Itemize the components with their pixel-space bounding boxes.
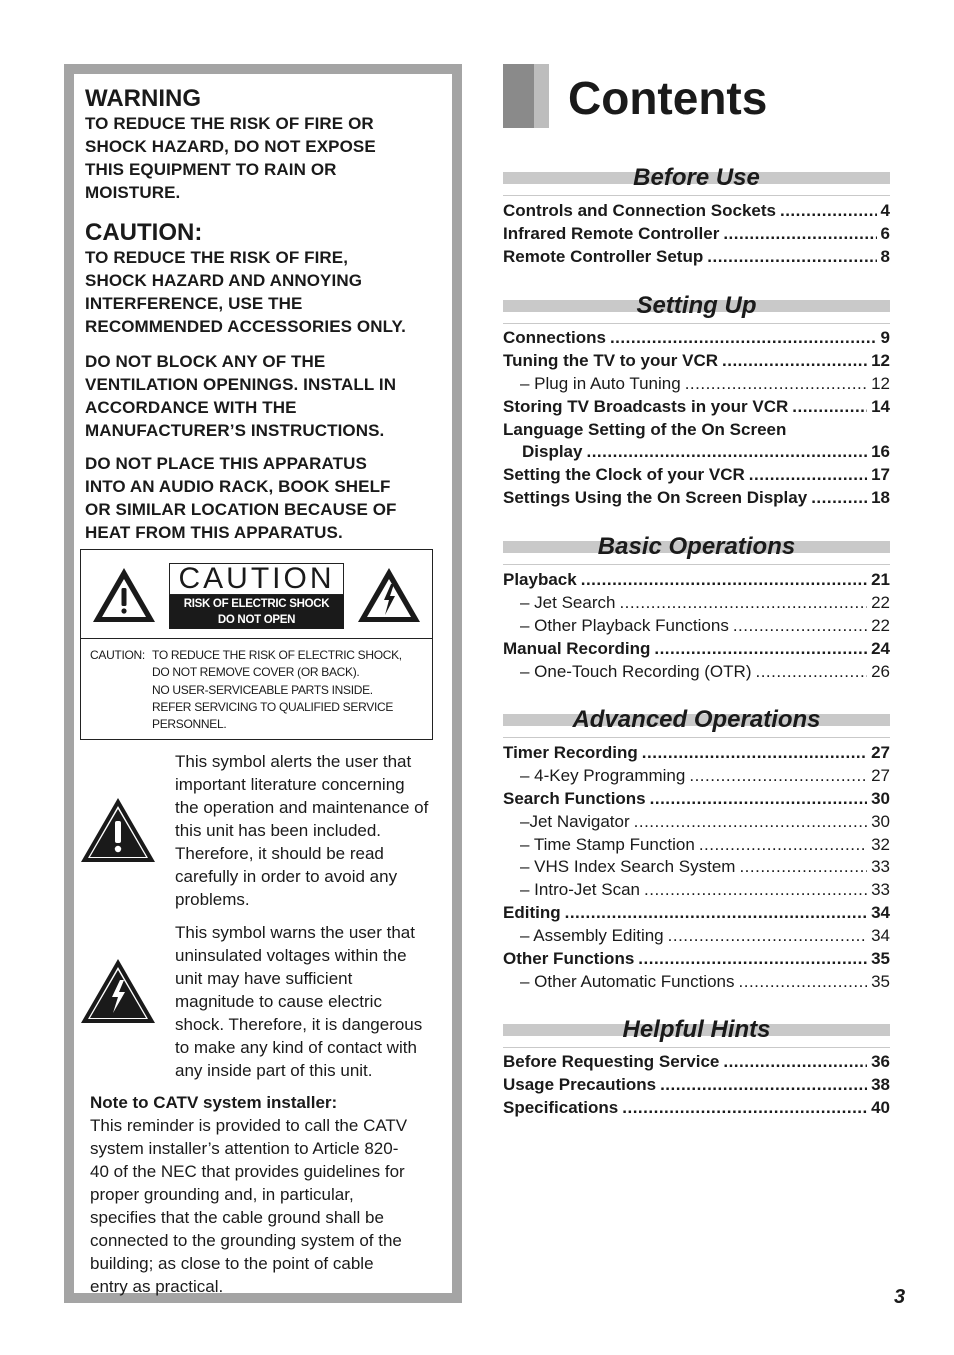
toc-entry-title: Remote Controller Setup [503, 246, 704, 266]
toc-entry[interactable] [503, 765, 890, 788]
toc-entry[interactable] [503, 811, 890, 834]
toc-leader-dots [581, 569, 867, 592]
toc-entry-page: 36 [871, 1052, 890, 1071]
toc-leader-dots [668, 925, 867, 948]
ventilation-warning: DO NOT BLOCK ANY OF THE VENTILATION OPENINGS. INSTALL IN ACCORDANCE WITH THE MANUFACTURER’S INSTRUCTIONS. [85, 352, 397, 440]
toc-leader-dots [586, 441, 867, 464]
toc-entry[interactable] [503, 925, 890, 948]
toc-entry-page: 16 [871, 442, 890, 462]
caution-label-box: CAUTION RISK OF ELECTRIC SHOCK DO NOT OPEN CAUTION: TO REDUCE THE RISK OF ELECTRIC SHOCK, DO NOT REMOVE COVER (OR BACK). NO USER-SERVICEABLE PARTS INSIDE. REFER SERVICING TO QUALIFIED SERVICE PERSONNEL. [80, 549, 433, 740]
toc-leader-dots [723, 1051, 867, 1074]
section-heading-helpful-hints: Helpful Hints [503, 1021, 890, 1043]
warning-text: TO REDUCE THE RISK OF FIRE OR SHOCK HAZARD, DO NOT EXPOSE THIS EQUIPMENT TO RAIN OR MOISTURE. [85, 114, 376, 202]
toc-entry[interactable] [503, 464, 890, 487]
toc-entry[interactable] [503, 419, 890, 442]
toc-entry-page: 38 [871, 1074, 890, 1094]
toc-leader-dots [699, 834, 867, 857]
catv-note: Note to CATV system installer: This reminder is provided to call the CATV system installer’s attention to Article 820- 40 of the NEC that provides guidelines for proper grounding and, in particular, specifies that the cable ground shall be connected to the grounding system of the building; as close to the point of cable entry as practical. [90, 1091, 442, 1298]
toc-entry-title: –Jet Navigator [520, 811, 630, 831]
toc-entry-title: Search Functions [503, 788, 646, 808]
toc-entry-title: Storing TV Broadcasts in your VCR [503, 396, 789, 416]
toc-entry-title: Settings Using the On Screen Display [503, 488, 808, 508]
toc-entry-title: Manual Recording [503, 638, 651, 658]
toc-entry-page: 18 [871, 488, 890, 508]
toc-entry-title: Other Functions [503, 949, 635, 969]
toc-basic-operations [503, 569, 890, 683]
exclamation-symbol-row [80, 750, 450, 915]
toc-leader-dots [811, 487, 867, 510]
warning-block [85, 86, 445, 204]
toc-leader-dots [739, 971, 868, 994]
toc-leader-dots [654, 638, 867, 661]
toc-entry[interactable] [503, 327, 890, 350]
toc-entry[interactable] [503, 1097, 890, 1120]
toc-entry[interactable] [503, 638, 890, 661]
toc-entry-page: 27 [871, 743, 890, 762]
lightning-symbol-row [80, 921, 450, 1086]
toc-entry-title: – Other Playback Functions [520, 615, 729, 635]
lightning-symbol-text: This symbol warns the user that uninsulated voltages within the unit may have sufficient magnitude to cause electric shock. Therefore, it is dangerous to make any kind of contact with any inside part of this unit. [175, 923, 423, 1080]
toc-entry[interactable] [503, 948, 890, 971]
lightning-triangle-icon [80, 958, 156, 1024]
warning-panel-inner [74, 74, 452, 1296]
toc-entry-title: – Plug in Auto Tuning [520, 373, 681, 393]
toc-entry-page: 26 [871, 661, 890, 681]
toc-entry[interactable] [503, 441, 890, 464]
toc-leader-dots [644, 879, 867, 902]
caution-title: CAUTION: [85, 219, 203, 246]
toc-entry-title: – Intro-Jet Scan [520, 880, 641, 900]
toc-entry-page: 35 [871, 971, 890, 991]
toc-entry-title: Playback [503, 570, 577, 589]
toc-entry[interactable] [503, 350, 890, 373]
caution-word: CAUTION [169, 563, 344, 595]
toc-leader-dots [722, 350, 867, 373]
toc-entry-page: 12 [871, 373, 890, 393]
toc-leader-dots [619, 592, 867, 615]
toc-entry-page: 30 [871, 811, 890, 831]
caution-label-center [169, 563, 344, 629]
toc-entry-page: 8 [880, 246, 890, 266]
toc-entry-title: Tuning the TV to your VCR [503, 350, 718, 370]
toc-leader-dots [642, 742, 867, 765]
page-title: Contents [568, 72, 768, 124]
toc-entry[interactable] [503, 856, 890, 879]
toc-entry-title: – Assembly Editing [520, 926, 664, 946]
toc-entry[interactable] [503, 1051, 890, 1074]
toc-entry[interactable] [503, 742, 890, 765]
toc-entry-page: 22 [871, 615, 890, 635]
toc-entry-title: Editing [503, 903, 561, 923]
toc-entry-page: 4 [880, 201, 890, 220]
exclamation-warning-icon [91, 566, 157, 624]
section-heading-before-use: Before Use [503, 169, 890, 191]
toc-entry-page: 12 [871, 350, 890, 370]
toc-entry-title: Infrared Remote Controller [503, 223, 720, 243]
toc-entry-page: 9 [880, 328, 890, 347]
page-number: 3 [894, 1286, 906, 1308]
toc-entry[interactable] [503, 223, 890, 246]
toc-entry[interactable] [503, 788, 890, 811]
toc-entry[interactable] [503, 834, 890, 857]
toc-entry-page: 33 [871, 857, 890, 877]
toc-entry-page: 32 [871, 834, 890, 854]
toc-entry-page: 22 [871, 592, 890, 612]
toc-helpful-hints [503, 1051, 890, 1120]
toc-entry-page: 34 [871, 903, 890, 923]
toc-leader-dots [650, 788, 867, 811]
toc-setting-up [503, 327, 890, 510]
toc-entry[interactable] [503, 661, 890, 684]
toc-entry-title: Controls and Connection Sockets [503, 201, 776, 220]
toc-leader-dots [739, 856, 867, 879]
toc-entry[interactable] [503, 200, 890, 223]
toc-entry-title: Before Requesting Service [503, 1052, 720, 1071]
toc-entry[interactable] [503, 971, 890, 994]
placement-warning: DO NOT PLACE THIS APPARATUS INTO AN AUDIO RACK, BOOK SHELF OR SIMILAR LOCATION BECAUSE OF HEAT FROM THIS APPARATUS. [85, 454, 397, 542]
toc-entry-title: Display [522, 442, 583, 462]
section-heading-advanced-operations: Advanced Operations [503, 711, 890, 733]
toc-entry-page: 14 [871, 396, 890, 416]
toc-entry[interactable] [503, 1074, 890, 1097]
toc-entry-page: 30 [871, 788, 890, 808]
toc-entry-page: 21 [871, 570, 890, 589]
warning-title: WARNING [85, 85, 201, 112]
exclamation-symbol-text: This symbol alerts the user that important literature concerning the operation and maintenance of this unit has been included. Therefore, it should be read carefully in order to avoid any problems. [175, 752, 429, 909]
toc-entry-page: 40 [871, 1097, 890, 1117]
toc-entry-title: – Other Automatic Functions [520, 971, 735, 991]
caution-text: TO REDUCE THE RISK OF FIRE, SHOCK HAZARD AND ANNOYING INTERFERENCE, USE THE RECOMMENDED ACCESSORIES ONLY. [85, 248, 406, 336]
toc-entry[interactable] [503, 396, 890, 419]
caution-label-top [81, 550, 432, 639]
toc-leader-dots [685, 373, 867, 396]
warning-panel [64, 64, 462, 1303]
toc-entry[interactable] [503, 615, 890, 638]
toc-leader-dots [792, 396, 867, 419]
section-heading-setting-up: Setting Up [503, 297, 890, 319]
toc-entry-title: – Jet Search [520, 592, 616, 612]
toc-entry-page: 6 [880, 223, 890, 243]
section-heading-basic-operations: Basic Operations [503, 538, 890, 560]
toc-entry-title: Connections [503, 328, 606, 347]
toc-entry-page: 33 [871, 880, 890, 900]
toc-leader-dots [749, 464, 867, 487]
toc-leader-dots [638, 948, 867, 971]
toc-entry-title: Usage Precautions [503, 1074, 657, 1094]
toc-entry[interactable] [503, 592, 890, 615]
toc-leader-dots [622, 1097, 867, 1120]
toc-entry-page: 35 [871, 949, 890, 969]
toc-entry[interactable] [503, 569, 890, 592]
shock-risk-banner: RISK OF ELECTRIC SHOCK DO NOT OPEN [169, 595, 344, 629]
catv-note-title: Note to CATV system installer: [90, 1093, 338, 1112]
toc-entry[interactable] [503, 373, 890, 396]
toc-entry-title: – One-Touch Recording (OTR) [520, 661, 752, 681]
toc-entry-title: Setting the Clock of your VCR [503, 465, 745, 485]
toc-entry[interactable] [503, 487, 890, 510]
toc-entry[interactable] [503, 879, 890, 902]
toc-entry-page: 17 [871, 465, 890, 485]
toc-entry-page: 34 [871, 926, 890, 946]
toc-entry-page: 24 [871, 638, 890, 658]
toc-leader-dots [755, 661, 867, 684]
toc-entry-title: – VHS Index Search System [520, 857, 736, 877]
toc-entry-title: Timer Recording [503, 743, 638, 762]
toc-leader-dots [723, 223, 876, 246]
title-accent-bar [503, 64, 549, 128]
toc-entry-title: Specifications [503, 1097, 619, 1117]
toc-leader-dots [634, 811, 867, 834]
toc-leader-dots [660, 1074, 867, 1097]
toc-advanced-operations [503, 742, 890, 994]
toc-entry[interactable] [503, 902, 890, 925]
toc-leader-dots [733, 615, 867, 638]
toc-leader-dots [565, 902, 867, 925]
toc-entry-title: – 4-Key Programming [520, 765, 686, 785]
caution-block [85, 220, 445, 338]
lightning-warning-icon [356, 566, 422, 624]
toc-before-use [503, 200, 890, 269]
toc-leader-dots [707, 246, 876, 269]
exclamation-triangle-icon [80, 797, 156, 863]
toc-entry-title: – Time Stamp Function [520, 834, 695, 854]
toc-entry-title: Language Setting of the On Screen [503, 419, 787, 439]
toc-leader-dots [689, 765, 867, 788]
toc-leader-dots [610, 327, 877, 350]
toc-entry-page: 27 [871, 765, 890, 785]
toc-leader-dots [780, 200, 877, 223]
toc-entry[interactable] [503, 246, 890, 269]
